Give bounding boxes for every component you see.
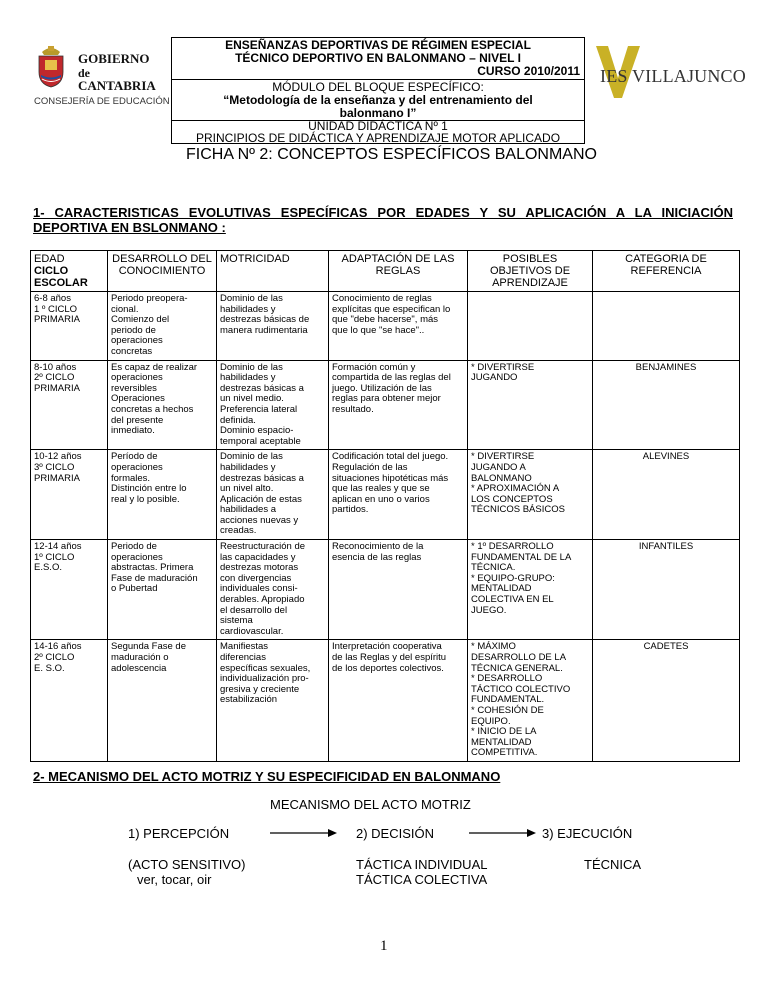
- cell-objetivos: * MÁXIMO DESARROLLO DE LA TÉCNICA GENERAL. * DESARROLLO TÁCTICO COLECTIVO FUNDAMENTAL. * COHESIÓN DE EQUIPO. * INICIO DE LA MENTALIDAD COMPETITIVA.: [468, 640, 593, 762]
- cell-motricidad: Dominio de las habilidades y destrezas básicas de manera rudimentaria: [217, 292, 329, 361]
- cell-objetivos: * DIVERTIRSE JUGANDO: [468, 360, 593, 450]
- table-row: [31, 360, 740, 450]
- cell-motricidad: Manifiestas diferencias específicas sexuales, individualización pro- gresiva y creciente estabilización: [217, 640, 329, 762]
- step-ejecucion: 3) EJECUCIÓN: [542, 826, 633, 841]
- header-desarrollo: DESARROLLO DEL CONOCIMIENTO: [108, 251, 217, 292]
- cell-motricidad: Dominio de las habilidades y destrezas básicas a un nivel alto. Aplicación de estas habilidades a acciones nuevas y creadas.: [217, 450, 329, 540]
- cell-edad: 10-12 años 3º CICLO PRIMARIA: [31, 450, 108, 540]
- cell-objetivos: [468, 292, 593, 361]
- cell-categoria: INFANTILES: [593, 540, 740, 640]
- table-row: [31, 540, 740, 640]
- ejecucion-detail-1: TÉCNICA: [584, 857, 642, 872]
- table-row: [31, 640, 740, 762]
- cell-edad: 14-16 años 2º CICLO E. S.O.: [31, 640, 108, 762]
- header-adaptacion: ADAPTACIÓN DE LAS REGLAS: [329, 251, 468, 292]
- cantabria-shield-icon: [36, 44, 66, 88]
- course-label: CURSO 2010/2011: [477, 64, 580, 78]
- header-line-1: ENSEÑANZAS DEPORTIVAS DE RÉGIMEN ESPECIAL: [225, 38, 531, 52]
- cell-categoria: ALEVINES: [593, 450, 740, 540]
- cell-desarrollo: Segunda Fase de maduración o adolescencia: [108, 640, 217, 762]
- header-module-title: “Metodología de la enseñanza y del entrenamiento del: [223, 93, 533, 107]
- header-ciclo: CICLO: [34, 265, 69, 277]
- cell-adaptacion: Conocimiento de reglas explícitas que especifican lo que "debe hacerse", más que lo que "se hace"..: [329, 292, 468, 361]
- header-motricidad: MOTRICIDAD: [217, 251, 329, 292]
- cell-categoria: CADETES: [593, 640, 740, 762]
- cell-edad: 8-10 años 2º CICLO PRIMARIA: [31, 360, 108, 450]
- cell-motricidad: Reestructuración de las capacidades y destrezas motoras con divergencias individuales consi- derables. Apropiado el desarrollo del sistema cardiovascular.: [217, 540, 329, 640]
- step-decision: 2) DECISIÓN: [356, 826, 435, 841]
- cell-adaptacion: Reconocimiento de la esencia de las reglas: [329, 540, 468, 640]
- cell-adaptacion: Interpretación cooperativa de las Reglas y del espíritu de los deportes colectivos.: [329, 640, 468, 762]
- cell-desarrollo: Período de operaciones formales. Distinción entre lo real y lo posible.: [108, 450, 217, 540]
- page-number: 1: [380, 938, 388, 954]
- logo-line-cantabria: CANTABRIA: [78, 78, 156, 93]
- header-unit-title: PRINCIPIOS DE DIDÁCTICA Y APRENDIZAJE MOTOR APLICADO: [195, 131, 561, 145]
- document-header-box: [171, 37, 585, 144]
- cell-objetivos: * 1º DESARROLLO FUNDAMENTAL DE LA TÉCNICA. * EQUIPO-GRUPO: MENTALIDAD COLECTIVA EN EL JUEGO.: [468, 540, 593, 640]
- cell-categoria: [593, 292, 740, 361]
- ies-villajunco-logo: [588, 44, 746, 104]
- arrow-right-icon: [469, 827, 537, 839]
- header-escolar: ESCOLAR: [34, 277, 88, 289]
- decision-detail-2: TÁCTICA COLECTIVA: [356, 872, 488, 887]
- cell-adaptacion: Codificación total del juego. Regulación de las situaciones hipotéticas más que las reales y que se aplican en uno o varios partidos.: [329, 450, 468, 540]
- ficha-title: FICHA Nº 2: CONCEPTOS ESPECÍFICOS BALONMANO: [186, 146, 597, 163]
- header-line-2: TÉCNICO DEPORTIVO EN BALONMANO – NIVEL I: [235, 51, 521, 65]
- percepcion-detail-1: (ACTO SENSITIVO): [128, 857, 246, 872]
- section-2-title: 2- MECANISMO DEL ACTO MOTRIZ Y SU ESPECIFICIDAD EN BALONMANO: [33, 769, 501, 784]
- logo-line-gobierno: GOBIERNO: [78, 51, 150, 66]
- cell-motricidad: Dominio de las habilidades y destrezas básicas a un nivel medio. Preferencia lateral definida. Dominio espacio- temporal aceptable: [217, 360, 329, 450]
- section-1-title: 1- CARACTERISTICAS EVOLUTIVAS ESPECÍFICAS POR EDADES Y SU APLICACIÓN A LA INICIACIÓN DEPORTIVA EN BSLONMANO :: [33, 205, 733, 235]
- percepcion-detail-2: ver, tocar, oir: [137, 872, 212, 887]
- header-module: MÓDULO DEL BLOQUE ESPECÍFICO:: [272, 80, 484, 94]
- gobierno-cantabria-logo: [34, 44, 170, 110]
- cell-edad: 12-14 años 1º CICLO E.S.O.: [31, 540, 108, 640]
- cell-desarrollo: Es capaz de realizar operaciones reversibles Operaciones concretas a hechos del presente inmediato.: [108, 360, 217, 450]
- header-module-title-2: balonmano I”: [339, 106, 417, 120]
- consejeria-label: CONSEJERÍA DE EDUCACIÓN: [34, 96, 170, 107]
- cell-categoria: BENJAMINES: [593, 360, 740, 450]
- header-edad-ciclo: [31, 251, 108, 292]
- step-percepcion: 1) PERCEPCIÓN: [128, 826, 230, 841]
- mechanism-title: MECANISMO DEL ACTO MOTRIZ: [270, 797, 471, 812]
- header-unit: UNIDAD DIDÁCTICA Nº 1: [308, 119, 448, 133]
- table-row: [31, 292, 740, 361]
- decision-detail-1: TÁCTICA INDIVIDUAL: [356, 857, 488, 872]
- header-edad: EDAD: [34, 253, 65, 265]
- cell-objetivos: * DIVERTIRSE JUGANDO A BALONMANO * APROXIMACIÓN A LOS CONCEPTOS TÉCNICOS BÁSICOS: [468, 450, 593, 540]
- header-categoria: CATEGORIA DE REFERENCIA: [593, 251, 740, 292]
- cell-desarrollo: Periodo de operaciones abstractas. Primera Fase de maduración o Pubertad: [108, 540, 217, 640]
- ies-villajunco-text: IES VILLAJUNCO: [600, 66, 746, 86]
- cell-edad: 6-8 años 1 º CICLO PRIMARIA: [31, 292, 108, 361]
- logo-line-de: de: [78, 66, 90, 80]
- evolutive-characteristics-table: [30, 250, 739, 759]
- header-objetivos: POSIBLES OBJETIVOS DE APRENDIZAJE: [468, 251, 593, 292]
- arrow-right-icon: [270, 827, 338, 839]
- table-row: [31, 450, 740, 540]
- cell-desarrollo: Periodo preopera- cional. Comienzo del periodo de operaciones concretas: [108, 292, 217, 361]
- cell-adaptacion: Formación común y compartida de las reglas del juego. Utilización de las reglas para obtener mejor resultado.: [329, 360, 468, 450]
